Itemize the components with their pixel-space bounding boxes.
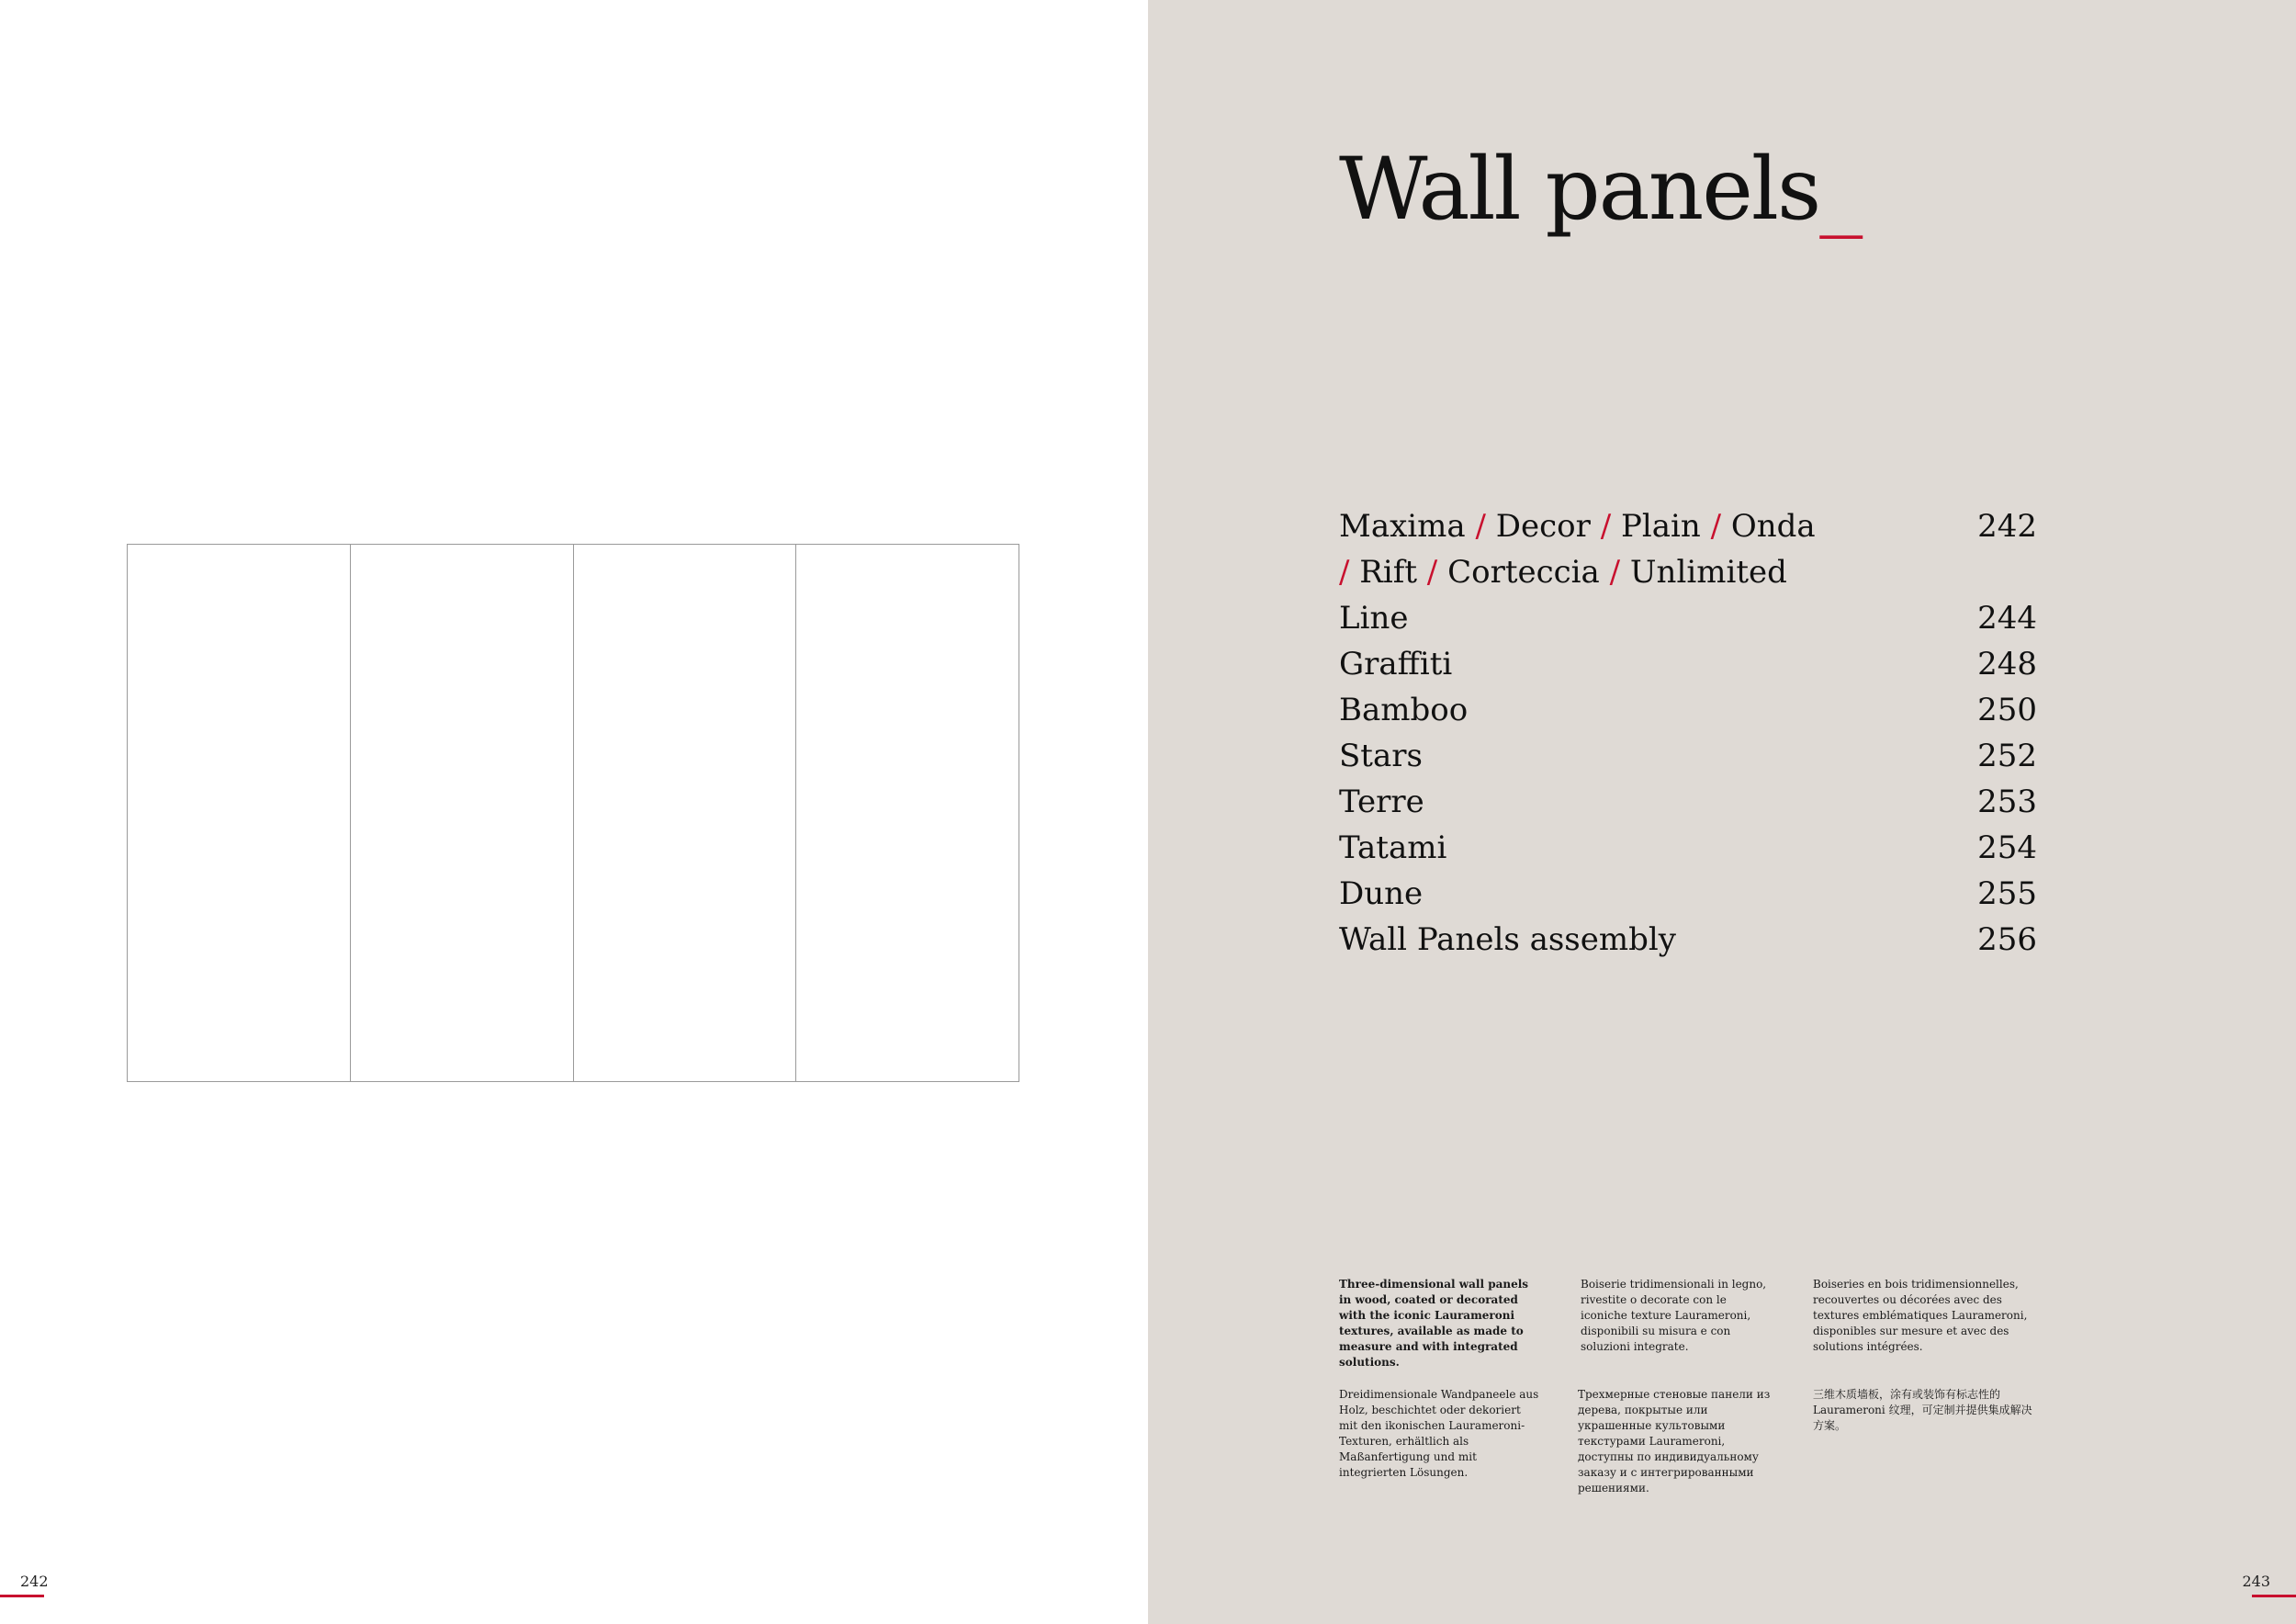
panel-outline bbox=[574, 545, 797, 1081]
toc-page-number: 255 bbox=[1977, 875, 2037, 912]
toc-entry-name: Wall Panels assembly bbox=[1339, 921, 1676, 958]
toc-page-number: 254 bbox=[1977, 829, 2037, 866]
description-german: Dreidimensionale Wandpaneele aus Holz, beschichtet oder dekoriert mit den ikonischen Laurameroni-Texturen, erhältlich als Maßanfertigung und mit integrierten Lösungen. bbox=[1339, 1388, 1539, 1479]
panel-outline bbox=[796, 545, 1019, 1081]
toc-entry-name: Stars bbox=[1339, 738, 1423, 774]
description-italian: Boiserie tridimensionali in legno, rivestite o decorate con le iconiche texture Laurameroni, disponibili su misura e con soluzioni integrate. bbox=[1581, 1278, 1767, 1353]
toc-entry-part: Plain bbox=[1620, 508, 1701, 545]
slash-separator: / bbox=[1417, 554, 1448, 591]
toc-entry-name: Dune bbox=[1339, 875, 1424, 912]
page-number-right: 243 bbox=[2242, 1573, 2270, 1590]
description-french: Boiseries en bois tridimensionnelles, recouvertes ou décorées avec des textures emblématiques Laurameroni, disponibles sur mesure et avec des solutions intégrées. bbox=[1813, 1278, 2028, 1353]
toc-row bbox=[1339, 549, 2037, 595]
toc-page-number: 256 bbox=[1977, 921, 2037, 958]
toc-entry-name: Graffiti bbox=[1339, 646, 1453, 682]
toc-entry-part: Rift bbox=[1359, 554, 1417, 591]
toc-entry-name bbox=[1339, 549, 1817, 595]
description-english: Three-dimensional wall panels in wood, coated or decorated with the iconic Laurameroni textures, available as made to measure and with integrated solutions. bbox=[1339, 1278, 1529, 1369]
toc-row bbox=[1339, 641, 2037, 687]
toc-page-number: 253 bbox=[1977, 784, 2037, 820]
toc-row bbox=[1339, 917, 2037, 963]
toc-entry-name: Tatami bbox=[1339, 829, 1447, 866]
slash-separator: / bbox=[1700, 508, 1731, 545]
page-number-accent bbox=[2252, 1595, 2296, 1597]
toc-row bbox=[1339, 779, 2037, 825]
toc-row bbox=[1339, 503, 2037, 549]
description-russian: Трехмерные стеновые панели из дерева, покрытые или украшенные культовыми текстурами Laurameroni, доступны по индивидуальному заказу и с интегрированными решениями. bbox=[1578, 1388, 1771, 1494]
slash-separator: / bbox=[1590, 508, 1621, 545]
wall-panel-diagram bbox=[127, 544, 1019, 1082]
toc-entry-part: Decor bbox=[1495, 508, 1591, 545]
toc-row bbox=[1339, 595, 2037, 641]
toc-page-number: 244 bbox=[1977, 600, 2037, 637]
toc-entry-part: Onda bbox=[1730, 508, 1816, 545]
toc-page-number: 250 bbox=[1977, 692, 2037, 728]
toc-entry-part: Maxima bbox=[1339, 508, 1466, 545]
toc-entry-name bbox=[1339, 503, 1817, 549]
toc-page-number: 242 bbox=[1977, 508, 2037, 545]
toc-row bbox=[1339, 825, 2037, 871]
toc-page-number: 252 bbox=[1977, 738, 2037, 774]
toc-entry-part: Unlimited bbox=[1629, 554, 1787, 591]
toc-entry-name: Terre bbox=[1339, 784, 1424, 820]
panel-outline bbox=[128, 545, 351, 1081]
toc-row bbox=[1339, 871, 2037, 917]
description-chinese: 三维木质墙板，涂有或装饰有标志性的 Laurameroni 纹理，可定制并提供集成解决方案。 bbox=[1813, 1388, 2032, 1432]
page-number-left: 242 bbox=[20, 1573, 49, 1590]
title-underscore: _ bbox=[1819, 140, 1862, 240]
toc-page-number: 248 bbox=[1977, 646, 2037, 682]
slash-separator: / bbox=[1339, 554, 1360, 591]
page-title bbox=[1339, 140, 1862, 240]
slash-separator: / bbox=[1599, 554, 1630, 591]
table-of-contents bbox=[1339, 503, 2037, 963]
page-number-accent bbox=[0, 1595, 44, 1597]
toc-entry-name: Line bbox=[1339, 600, 1409, 637]
slash-separator: / bbox=[1465, 508, 1496, 545]
toc-row bbox=[1339, 733, 2037, 779]
toc-entry-name: Bamboo bbox=[1339, 692, 1469, 728]
toc-entry-part: Corteccia bbox=[1447, 554, 1600, 591]
title-text: Wall panels bbox=[1339, 140, 1820, 240]
toc-row bbox=[1339, 687, 2037, 733]
panel-outline bbox=[351, 545, 574, 1081]
